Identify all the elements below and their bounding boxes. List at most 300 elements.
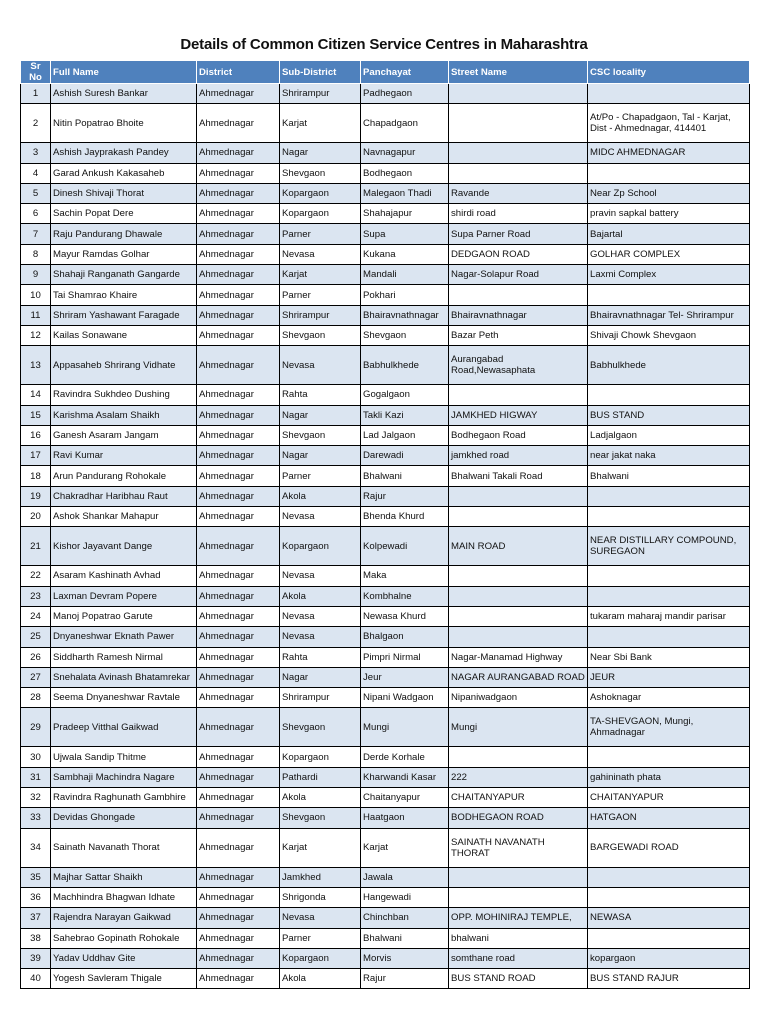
- cell-street-name: SAINATH NAVANATH THORAT: [449, 828, 588, 867]
- cell-csc-locality: pravin sapkal battery: [588, 204, 750, 224]
- cell-panchayat: Rajur: [361, 969, 449, 989]
- col-header-sub-district: Sub-District: [280, 61, 361, 84]
- table-row: [21, 887, 750, 907]
- cell-full-name: Dinesh Shivaji Thorat: [51, 183, 197, 203]
- cell-district: Ahmednagar: [197, 586, 280, 606]
- cell-panchayat: Rajur: [361, 486, 449, 506]
- cell-csc-locality: NEAR DISTILLARY COMPOUND, SUREGAON: [588, 527, 750, 566]
- cell-sub-district: Shevgaon: [280, 325, 361, 345]
- cell-sr-no: 26: [21, 647, 51, 667]
- header-row: [21, 61, 750, 84]
- table-row: [21, 527, 750, 566]
- cell-sr-no: 22: [21, 566, 51, 586]
- cell-full-name: Pradeep Vitthal Gaikwad: [51, 708, 197, 747]
- cell-sr-no: 7: [21, 224, 51, 244]
- cell-sub-district: Jamkhed: [280, 867, 361, 887]
- cell-full-name: Karishma Asalam Shaikh: [51, 405, 197, 425]
- cell-panchayat: Hangewadi: [361, 887, 449, 907]
- cell-district: Ahmednagar: [197, 867, 280, 887]
- table-row: [21, 908, 750, 928]
- cell-full-name: Asaram Kashinath Avhad: [51, 566, 197, 586]
- cell-district: Ahmednagar: [197, 507, 280, 527]
- cell-street-name: Ravande: [449, 183, 588, 203]
- cell-street-name: [449, 566, 588, 586]
- cell-full-name: Laxman Devram Popere: [51, 586, 197, 606]
- cell-sr-no: 3: [21, 143, 51, 163]
- cell-panchayat: Jeur: [361, 667, 449, 687]
- cell-sr-no: 1: [21, 84, 51, 104]
- cell-panchayat: Malegaon Thadi: [361, 183, 449, 203]
- cell-full-name: Ganesh Asaram Jangam: [51, 425, 197, 445]
- cell-sr-no: 29: [21, 708, 51, 747]
- cell-csc-locality: [588, 486, 750, 506]
- table-row: [21, 325, 750, 345]
- cell-sr-no: 4: [21, 163, 51, 183]
- cell-csc-locality: Babhulkhede: [588, 346, 750, 385]
- cell-csc-locality: Laxmi Complex: [588, 265, 750, 285]
- table-row: [21, 244, 750, 264]
- cell-csc-locality: At/Po - Chapadgaon, Tal - Karjat, Dist - Ahmednagar, 414401: [588, 104, 750, 143]
- cell-street-name: [449, 867, 588, 887]
- cell-panchayat: Bhalwani: [361, 466, 449, 486]
- cell-sub-district: Shrigonda: [280, 887, 361, 907]
- cell-street-name: Mungi: [449, 708, 588, 747]
- table-row: [21, 688, 750, 708]
- table-row: [21, 224, 750, 244]
- cell-sub-district: Kopargaon: [280, 204, 361, 224]
- cell-sub-district: Rahta: [280, 385, 361, 405]
- cell-full-name: Chakradhar Haribhau Raut: [51, 486, 197, 506]
- cell-csc-locality: [588, 507, 750, 527]
- cell-csc-locality: BUS STAND RAJUR: [588, 969, 750, 989]
- cell-panchayat: Darewadi: [361, 446, 449, 466]
- cell-csc-locality: Ashoknagar: [588, 688, 750, 708]
- cell-full-name: Majhar Sattar Shaikh: [51, 867, 197, 887]
- cell-csc-locality: [588, 566, 750, 586]
- cell-sr-no: 6: [21, 204, 51, 224]
- table-row: [21, 143, 750, 163]
- cell-csc-locality: Shivaji Chowk Shevgaon: [588, 325, 750, 345]
- cell-district: Ahmednagar: [197, 446, 280, 466]
- cell-full-name: Seema Dnyaneshwar Ravtale: [51, 688, 197, 708]
- cell-street-name: CHAITANYAPUR: [449, 788, 588, 808]
- cell-csc-locality: [588, 747, 750, 767]
- cell-sr-no: 38: [21, 928, 51, 948]
- cell-csc-locality: near jakat naka: [588, 446, 750, 466]
- cell-sr-no: 13: [21, 346, 51, 385]
- cell-district: Ahmednagar: [197, 285, 280, 305]
- cell-panchayat: Jawala: [361, 867, 449, 887]
- cell-panchayat: Bhalwani: [361, 928, 449, 948]
- cell-panchayat: Maka: [361, 566, 449, 586]
- cell-sr-no: 30: [21, 747, 51, 767]
- cell-district: Ahmednagar: [197, 466, 280, 486]
- table-row: [21, 486, 750, 506]
- cell-sub-district: Kopargaon: [280, 527, 361, 566]
- cell-csc-locality: MIDC AHMEDNAGAR: [588, 143, 750, 163]
- cell-sub-district: Akola: [280, 788, 361, 808]
- cell-sr-no: 5: [21, 183, 51, 203]
- cell-full-name: Sachin Popat Dere: [51, 204, 197, 224]
- cell-sr-no: 11: [21, 305, 51, 325]
- cell-csc-locality: HATGAON: [588, 808, 750, 828]
- cell-sub-district: Nevasa: [280, 627, 361, 647]
- table-row: [21, 747, 750, 767]
- cell-district: Ahmednagar: [197, 667, 280, 687]
- cell-street-name: OPP. MOHINIRAJ TEMPLE,: [449, 908, 588, 928]
- cell-csc-locality: Bajartal: [588, 224, 750, 244]
- cell-sub-district: Nevasa: [280, 606, 361, 626]
- cell-sr-no: 28: [21, 688, 51, 708]
- cell-sub-district: Nevasa: [280, 507, 361, 527]
- cell-street-name: DEDGAON ROAD: [449, 244, 588, 264]
- table-header: [21, 61, 750, 84]
- cell-csc-locality: [588, 84, 750, 104]
- cell-full-name: Raju Pandurang Dhawale: [51, 224, 197, 244]
- cell-street-name: Nipaniwadgaon: [449, 688, 588, 708]
- cell-sub-district: Kopargaon: [280, 183, 361, 203]
- cell-full-name: Rajendra Narayan Gaikwad: [51, 908, 197, 928]
- cell-panchayat: Kharwandi Kasar: [361, 767, 449, 787]
- table-row: [21, 265, 750, 285]
- cell-panchayat: Kombhalne: [361, 586, 449, 606]
- cell-panchayat: Pokhari: [361, 285, 449, 305]
- cell-panchayat: Nipani Wadgaon: [361, 688, 449, 708]
- table-row: [21, 446, 750, 466]
- table-row: [21, 507, 750, 527]
- cell-csc-locality: gahininath phata: [588, 767, 750, 787]
- cell-csc-locality: [588, 285, 750, 305]
- cell-street-name: [449, 385, 588, 405]
- cell-full-name: Ujwala Sandip Thitme: [51, 747, 197, 767]
- cell-sub-district: Shevgaon: [280, 425, 361, 445]
- cell-district: Ahmednagar: [197, 627, 280, 647]
- cell-district: Ahmednagar: [197, 183, 280, 203]
- cell-full-name: Garad Ankush Kakasaheb: [51, 163, 197, 183]
- cell-csc-locality: BARGEWADI ROAD: [588, 828, 750, 867]
- cell-sub-district: Parner: [280, 928, 361, 948]
- cell-street-name: MAIN ROAD: [449, 527, 588, 566]
- table-row: [21, 828, 750, 867]
- table-row: [21, 586, 750, 606]
- cell-panchayat: Gogalgaon: [361, 385, 449, 405]
- cell-district: Ahmednagar: [197, 104, 280, 143]
- cell-street-name: jamkhed road: [449, 446, 588, 466]
- cell-full-name: Dnyaneshwar Eknath Pawer: [51, 627, 197, 647]
- cell-panchayat: Bhenda Khurd: [361, 507, 449, 527]
- cell-street-name: BODHEGAON ROAD: [449, 808, 588, 828]
- cell-district: Ahmednagar: [197, 747, 280, 767]
- cell-district: Ahmednagar: [197, 385, 280, 405]
- table-row: [21, 204, 750, 224]
- cell-full-name: Yogesh Savleram Thigale: [51, 969, 197, 989]
- cell-sr-no: 37: [21, 908, 51, 928]
- cell-street-name: 222: [449, 767, 588, 787]
- cell-district: Ahmednagar: [197, 708, 280, 747]
- cell-street-name: [449, 586, 588, 606]
- cell-street-name: Aurangabad Road,Newasaphata: [449, 346, 588, 385]
- cell-street-name: [449, 486, 588, 506]
- cell-panchayat: Chaitanyapur: [361, 788, 449, 808]
- cell-sr-no: 21: [21, 527, 51, 566]
- cell-full-name: Kishor Jayavant Dange: [51, 527, 197, 566]
- cell-street-name: [449, 104, 588, 143]
- cell-panchayat: Bhairavnathnagar: [361, 305, 449, 325]
- cell-street-name: [449, 606, 588, 626]
- cell-sr-no: 20: [21, 507, 51, 527]
- cell-full-name: Machhindra Bhagwan Idhate: [51, 887, 197, 907]
- cell-full-name: Manoj Popatrao Garute: [51, 606, 197, 626]
- cell-panchayat: Newasa Khurd: [361, 606, 449, 626]
- cell-sub-district: Nevasa: [280, 244, 361, 264]
- table-row: [21, 867, 750, 887]
- cell-sr-no: 36: [21, 887, 51, 907]
- cell-panchayat: Bodhegaon: [361, 163, 449, 183]
- cell-street-name: [449, 163, 588, 183]
- table-row: [21, 425, 750, 445]
- cell-street-name: [449, 887, 588, 907]
- cell-sr-no: 39: [21, 948, 51, 968]
- cell-street-name: shirdi road: [449, 204, 588, 224]
- col-header-panchayat: Panchayat: [361, 61, 449, 84]
- cell-csc-locality: kopargaon: [588, 948, 750, 968]
- cell-sub-district: Nagar: [280, 143, 361, 163]
- table-row: [21, 405, 750, 425]
- cell-sub-district: Kopargaon: [280, 747, 361, 767]
- cell-csc-locality: BUS STAND: [588, 405, 750, 425]
- table-row: [21, 788, 750, 808]
- cell-street-name: NAGAR AURANGABAD ROAD: [449, 667, 588, 687]
- cell-district: Ahmednagar: [197, 969, 280, 989]
- cell-street-name: [449, 84, 588, 104]
- cell-street-name: [449, 747, 588, 767]
- cell-sub-district: Akola: [280, 969, 361, 989]
- cell-sub-district: Kopargaon: [280, 948, 361, 968]
- cell-sr-no: 18: [21, 466, 51, 486]
- table-row: [21, 183, 750, 203]
- cell-sr-no: 12: [21, 325, 51, 345]
- cell-full-name: Devidas Ghongade: [51, 808, 197, 828]
- cell-panchayat: Supa: [361, 224, 449, 244]
- cell-street-name: Bodhegaon Road: [449, 425, 588, 445]
- table-row: [21, 708, 750, 747]
- cell-sr-no: 9: [21, 265, 51, 285]
- cell-sr-no: 15: [21, 405, 51, 425]
- cell-sr-no: 24: [21, 606, 51, 626]
- col-header-csc-locality: CSC locality: [588, 61, 750, 84]
- cell-district: Ahmednagar: [197, 887, 280, 907]
- cell-district: Ahmednagar: [197, 767, 280, 787]
- cell-district: Ahmednagar: [197, 486, 280, 506]
- cell-sub-district: Akola: [280, 586, 361, 606]
- cell-district: Ahmednagar: [197, 346, 280, 385]
- cell-district: Ahmednagar: [197, 425, 280, 445]
- cell-panchayat: Morvis: [361, 948, 449, 968]
- cell-panchayat: Derde Korhale: [361, 747, 449, 767]
- cell-full-name: Ravindra Raghunath Gambhire: [51, 788, 197, 808]
- cell-panchayat: Pimpri Nirmal: [361, 647, 449, 667]
- cell-street-name: [449, 627, 588, 647]
- table-row: [21, 385, 750, 405]
- table-row: [21, 767, 750, 787]
- cell-sub-district: Shrirampur: [280, 84, 361, 104]
- cell-district: Ahmednagar: [197, 566, 280, 586]
- table-row: [21, 285, 750, 305]
- cell-district: Ahmednagar: [197, 828, 280, 867]
- table-row: [21, 928, 750, 948]
- cell-csc-locality: Bhairavnathnagar Tel- Shrirampur: [588, 305, 750, 325]
- cell-district: Ahmednagar: [197, 808, 280, 828]
- cell-full-name: Ravi Kumar: [51, 446, 197, 466]
- cell-full-name: Yadav Uddhav Gite: [51, 948, 197, 968]
- col-header-street-name: Street Name: [449, 61, 588, 84]
- cell-street-name: Bhairavnathnagar: [449, 305, 588, 325]
- csc-table: [20, 60, 750, 989]
- cell-sr-no: 16: [21, 425, 51, 445]
- cell-sub-district: Nevasa: [280, 908, 361, 928]
- cell-district: Ahmednagar: [197, 265, 280, 285]
- cell-full-name: Tai Shamrao Khaire: [51, 285, 197, 305]
- cell-panchayat: Karjat: [361, 828, 449, 867]
- cell-sr-no: 40: [21, 969, 51, 989]
- cell-sr-no: 2: [21, 104, 51, 143]
- table-row: [21, 647, 750, 667]
- cell-district: Ahmednagar: [197, 788, 280, 808]
- cell-district: Ahmednagar: [197, 405, 280, 425]
- cell-panchayat: Kukana: [361, 244, 449, 264]
- cell-district: Ahmednagar: [197, 204, 280, 224]
- cell-sub-district: Nevasa: [280, 346, 361, 385]
- cell-street-name: Supa Parner Road: [449, 224, 588, 244]
- cell-sr-no: 34: [21, 828, 51, 867]
- cell-street-name: somthane road: [449, 948, 588, 968]
- cell-district: Ahmednagar: [197, 647, 280, 667]
- cell-district: Ahmednagar: [197, 527, 280, 566]
- cell-full-name: Ashok Shankar Mahapur: [51, 507, 197, 527]
- table-row: [21, 948, 750, 968]
- cell-panchayat: Babhulkhede: [361, 346, 449, 385]
- col-header-district: District: [197, 61, 280, 84]
- table-row: [21, 969, 750, 989]
- cell-street-name: Bazar Peth: [449, 325, 588, 345]
- cell-csc-locality: Near Sbi Bank: [588, 647, 750, 667]
- cell-csc-locality: NEWASA: [588, 908, 750, 928]
- cell-csc-locality: Bhalwani: [588, 466, 750, 486]
- cell-csc-locality: [588, 163, 750, 183]
- cell-panchayat: Mungi: [361, 708, 449, 747]
- cell-street-name: bhalwani: [449, 928, 588, 948]
- cell-sub-district: Karjat: [280, 104, 361, 143]
- cell-csc-locality: [588, 586, 750, 606]
- cell-panchayat: Shevgaon: [361, 325, 449, 345]
- table-row: [21, 566, 750, 586]
- cell-sub-district: Shrirampur: [280, 305, 361, 325]
- cell-sr-no: 25: [21, 627, 51, 647]
- cell-street-name: [449, 143, 588, 163]
- cell-panchayat: Bhalgaon: [361, 627, 449, 647]
- table-row: [21, 305, 750, 325]
- cell-street-name: Bhalwani Takali Road: [449, 466, 588, 486]
- cell-full-name: Shahaji Ranganath Gangarde: [51, 265, 197, 285]
- cell-panchayat: Takli Kazi: [361, 405, 449, 425]
- cell-csc-locality: CHAITANYAPUR: [588, 788, 750, 808]
- cell-full-name: Appasaheb Shrirang Vidhate: [51, 346, 197, 385]
- cell-full-name: Mayur Ramdas Golhar: [51, 244, 197, 264]
- cell-street-name: JAMKHED HIGWAY: [449, 405, 588, 425]
- cell-full-name: Kailas Sonawane: [51, 325, 197, 345]
- cell-sr-no: 8: [21, 244, 51, 264]
- cell-sr-no: 33: [21, 808, 51, 828]
- cell-street-name: Nagar-Manamad Highway: [449, 647, 588, 667]
- cell-panchayat: Shahajapur: [361, 204, 449, 224]
- cell-full-name: Siddharth Ramesh Nirmal: [51, 647, 197, 667]
- page-title: Details of Common Citizen Service Centres in Maharashtra: [180, 36, 588, 53]
- col-header-sr-no: Sr No: [21, 61, 51, 84]
- cell-district: Ahmednagar: [197, 908, 280, 928]
- cell-csc-locality: [588, 928, 750, 948]
- cell-district: Ahmednagar: [197, 688, 280, 708]
- cell-street-name: [449, 507, 588, 527]
- cell-sr-no: 23: [21, 586, 51, 606]
- cell-sub-district: Akola: [280, 486, 361, 506]
- cell-full-name: Shriram Yashawant Faragade: [51, 305, 197, 325]
- table-row: [21, 808, 750, 828]
- cell-district: Ahmednagar: [197, 948, 280, 968]
- table-body: [21, 84, 750, 989]
- cell-sr-no: 35: [21, 867, 51, 887]
- table-row: [21, 346, 750, 385]
- cell-sub-district: Rahta: [280, 647, 361, 667]
- cell-district: Ahmednagar: [197, 143, 280, 163]
- cell-full-name: Sambhaji Machindra Nagare: [51, 767, 197, 787]
- cell-sr-no: 19: [21, 486, 51, 506]
- cell-sr-no: 10: [21, 285, 51, 305]
- cell-csc-locality: JEUR: [588, 667, 750, 687]
- cell-sub-district: Shevgaon: [280, 808, 361, 828]
- cell-district: Ahmednagar: [197, 244, 280, 264]
- table-row: [21, 667, 750, 687]
- cell-csc-locality: [588, 887, 750, 907]
- cell-sub-district: Shevgaon: [280, 708, 361, 747]
- cell-panchayat: Lad Jalgaon: [361, 425, 449, 445]
- cell-csc-locality: TA-SHEVGAON, Mungi, Ahmadnagar: [588, 708, 750, 747]
- cell-full-name: Nitin Popatrao Bhoite: [51, 104, 197, 143]
- cell-district: Ahmednagar: [197, 224, 280, 244]
- table-row: [21, 104, 750, 143]
- cell-street-name: Nagar-Solapur Road: [449, 265, 588, 285]
- cell-panchayat: Chinchban: [361, 908, 449, 928]
- cell-sub-district: Parner: [280, 285, 361, 305]
- cell-sub-district: Parner: [280, 224, 361, 244]
- cell-panchayat: Navnagapur: [361, 143, 449, 163]
- cell-street-name: BUS STAND ROAD: [449, 969, 588, 989]
- cell-sub-district: Parner: [280, 466, 361, 486]
- cell-sub-district: Nagar: [280, 405, 361, 425]
- cell-full-name: Sainath Navanath Thorat: [51, 828, 197, 867]
- cell-full-name: Ashish Suresh Bankar: [51, 84, 197, 104]
- cell-full-name: Ravindra Sukhdeo Dushing: [51, 385, 197, 405]
- cell-panchayat: Chapadgaon: [361, 104, 449, 143]
- cell-csc-locality: [588, 867, 750, 887]
- cell-district: Ahmednagar: [197, 325, 280, 345]
- cell-district: Ahmednagar: [197, 84, 280, 104]
- cell-full-name: Sahebrao Gopinath Rohokale: [51, 928, 197, 948]
- cell-panchayat: Haatgaon: [361, 808, 449, 828]
- table-row: [21, 466, 750, 486]
- cell-panchayat: Mandali: [361, 265, 449, 285]
- cell-sub-district: Shevgaon: [280, 163, 361, 183]
- cell-full-name: Ashish Jayprakash Pandey: [51, 143, 197, 163]
